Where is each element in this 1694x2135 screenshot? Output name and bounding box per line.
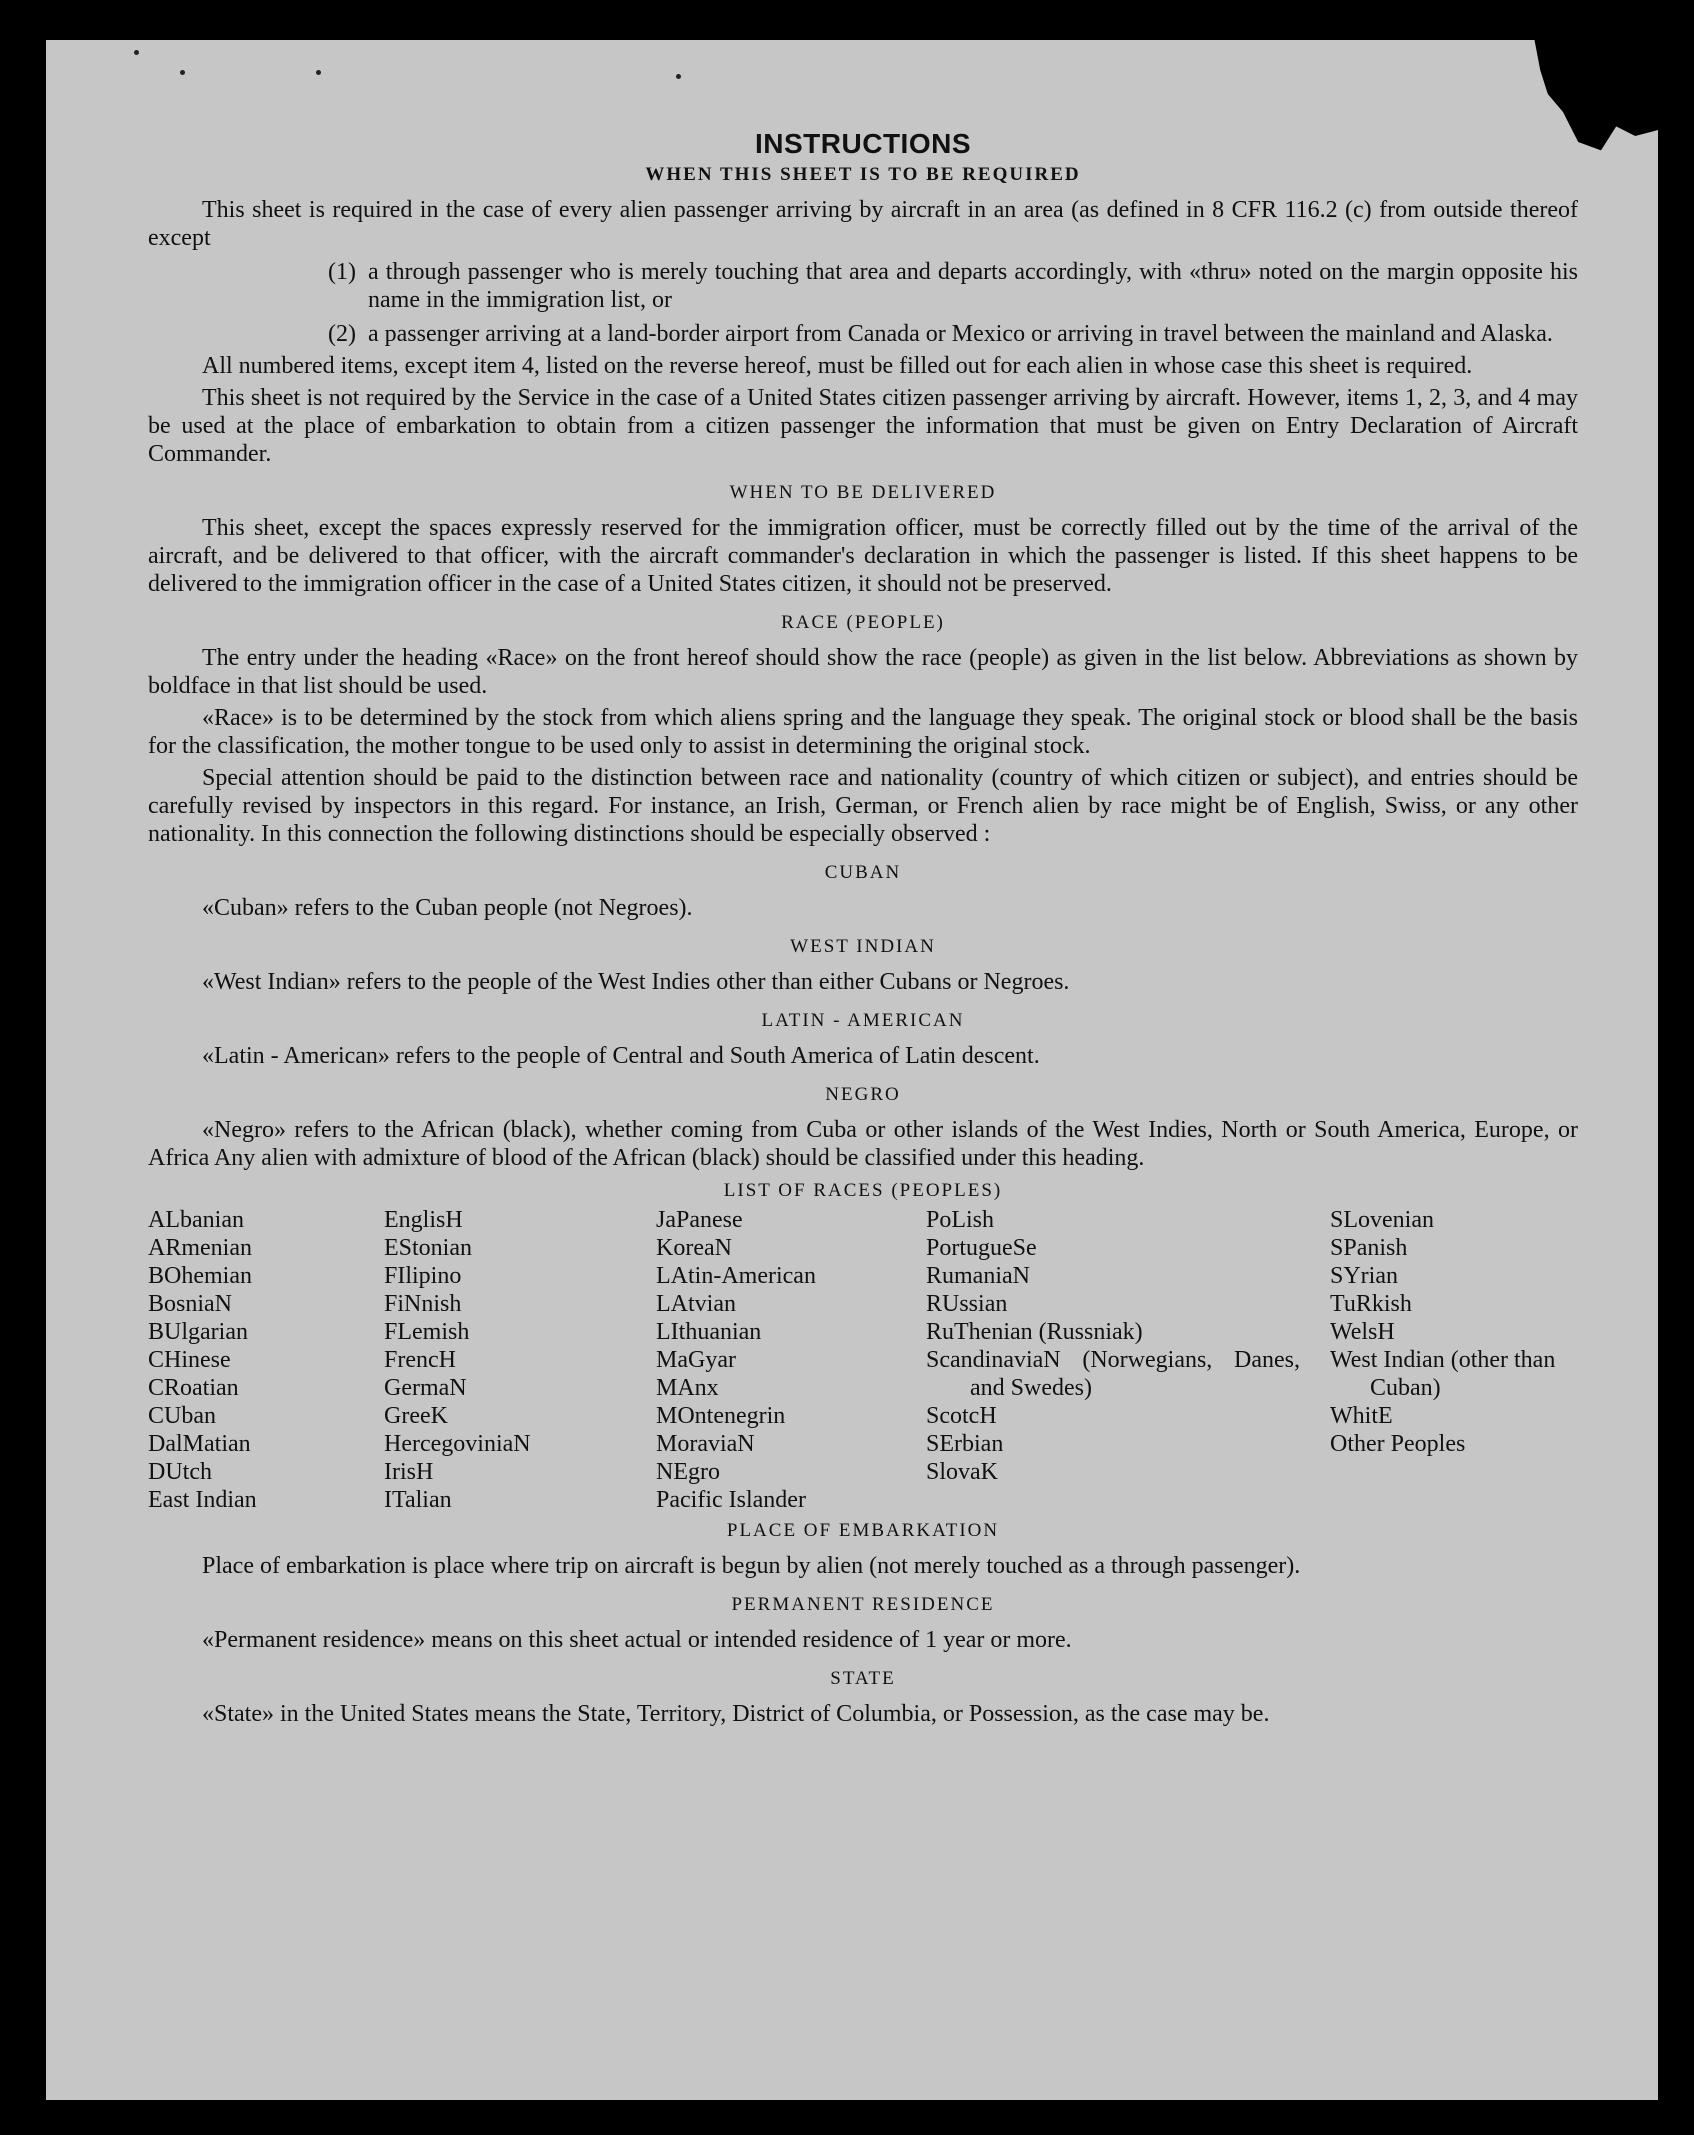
race-entry: SlovaK xyxy=(926,1459,998,1485)
paragraph: This sheet is required in the case of every alien passenger arriving by aircraft in an area (as defined in 8 CFR 116.2 (c) from outside thereof except xyxy=(148,197,1578,251)
race-entry: RumaniaN xyxy=(926,1263,1030,1289)
race-entry: BosniaN xyxy=(148,1291,232,1317)
race-entry: LIthuanian xyxy=(656,1319,762,1345)
race-entry: DUtch xyxy=(148,1459,212,1485)
speck xyxy=(316,70,321,75)
race-entry: GermaN xyxy=(384,1375,467,1401)
race-entry: PoLish xyxy=(926,1207,995,1233)
paragraph: Special attention should be paid to the distinction between race and nationality (country of which citizen or subject), and entries should be carefully revised by inspectors in this regard. For instance, an Irish, German, or French alien by race might be of English, Swiss, or any other nationality. In this connection the following distinctions should be especially observed : xyxy=(148,765,1578,847)
race-entry: RUssian xyxy=(926,1291,1008,1317)
race-entry: ALbanian xyxy=(148,1207,244,1233)
race-entry: SErbian xyxy=(926,1431,1004,1457)
race-entry: LAtin-American xyxy=(656,1263,816,1289)
heading-cuban: CUBAN xyxy=(824,862,902,883)
race-entry: ScotcH xyxy=(926,1403,997,1429)
race-entry: MaGyar xyxy=(656,1347,736,1373)
heading-negro: NEGRO xyxy=(825,1084,901,1105)
race-entry: JaPanese xyxy=(656,1207,743,1233)
exception-item: (2) a passenger arriving at a land-border airport from Canada or Mexico or arriving in travel between the mainland and Alaska. xyxy=(328,321,1553,347)
race-entry: Other Peoples xyxy=(1330,1431,1466,1457)
page-title: INSTRUCTIONS xyxy=(755,128,971,159)
race-column xyxy=(926,1206,1330,1514)
paragraph: This sheet is not required by the Service in the case of a United States citizen passenger arriving by aircraft. However, items 1, 2, 3, and 4 may be used at the place of embarkation to obtain from a citizen passenger the information that must be given on Entry Declaration of Aircraft Commander. xyxy=(148,385,1578,467)
race-entry: MOntenegrin xyxy=(656,1403,786,1429)
exception-item: (1) a through passenger who is merely touching that area and departs accordingly, with «thru» noted on the margin opposite his name in the immigration list, or xyxy=(328,259,1578,313)
race-entry: BUlgarian xyxy=(148,1319,248,1345)
race-entry: East Indian xyxy=(148,1487,257,1513)
race-entry: LAtvian xyxy=(656,1291,736,1317)
race-entry: ScandinaviaN (Norwegians, Danes, and Swedes) xyxy=(926,1347,1300,1401)
race-column xyxy=(384,1206,656,1514)
race-entry: FiNnish xyxy=(384,1291,462,1317)
race-column xyxy=(656,1206,926,1514)
paragraph: Place of embarkation is place where trip on aircraft is begun by alien (not merely touched as a through passenger). xyxy=(202,1553,1301,1579)
race-entry: HercegoviniaN xyxy=(384,1431,531,1457)
race-column xyxy=(1330,1206,1570,1514)
race-entry: ARmenian xyxy=(148,1235,252,1261)
race-entry: NEgro xyxy=(656,1459,720,1485)
speck xyxy=(180,70,185,75)
heading-when-required: WHEN THIS SHEET IS TO BE REQUIRED xyxy=(645,164,1081,185)
race-entry: Pacific Islander xyxy=(656,1487,806,1513)
race-column xyxy=(148,1206,384,1514)
race-entry: SPanish xyxy=(1330,1235,1408,1261)
race-entry: West Indian (other than Cuban) xyxy=(1330,1347,1556,1401)
heading-state: STATE xyxy=(830,1668,896,1689)
race-entry: DalMatian xyxy=(148,1431,251,1457)
race-entry: PortugueSe xyxy=(926,1235,1037,1261)
race-entry: SLovenian xyxy=(1330,1207,1434,1233)
paragraph: «Permanent residence» means on this sheet actual or intended residence of 1 year or more. xyxy=(202,1627,1072,1653)
paragraph: «State» in the United States means the State, Territory, District of Columbia, or Possession, as the case may be. xyxy=(202,1701,1270,1727)
paragraph: «Cuban» refers to the Cuban people (not Negroes). xyxy=(202,895,693,921)
speck xyxy=(134,50,139,55)
race-entry: GreeK xyxy=(384,1403,448,1429)
heading-when-delivered: WHEN TO BE DELIVERED xyxy=(729,482,997,503)
race-entry: MoraviaN xyxy=(656,1431,755,1457)
race-entry: TuRkish xyxy=(1330,1291,1412,1317)
heading-race: RACE (PEOPLE) xyxy=(781,612,945,633)
race-entry: ITalian xyxy=(384,1487,452,1513)
race-entry: FrencH xyxy=(384,1347,456,1373)
race-entry: CHinese xyxy=(148,1347,231,1373)
race-entry: MAnx xyxy=(656,1375,719,1401)
race-entry: EnglisH xyxy=(384,1207,463,1233)
race-entry: WhitE xyxy=(1330,1403,1393,1429)
race-entry: KoreaN xyxy=(656,1235,732,1261)
paragraph: All numbered items, except item 4, listed on the reverse hereof, must be filled out for each alien in whose case this sheet is required. xyxy=(202,353,1473,379)
paragraph: The entry under the heading «Race» on the front hereof should show the race (people) as given in the list below. Abbreviations as shown by boldface in that list should be used. xyxy=(148,645,1578,699)
race-entry: WelsH xyxy=(1330,1319,1395,1345)
speck xyxy=(676,74,681,79)
paragraph: This sheet, except the spaces expressly reserved for the immigration officer, must be correctly filled out by the time of the arrival of the aircraft, and be delivered to that officer, with the aircraft commander's declaration in which the passenger is listed. If this sheet happens to be delivered to the immigration officer in the case of a United States citizen, it should not be preserved. xyxy=(148,515,1578,597)
heading-permanent-residence: PERMANENT RESIDENCE xyxy=(731,1594,995,1615)
race-entry: FIlipino xyxy=(384,1263,462,1289)
heading-west-indian: WEST INDIAN xyxy=(790,936,936,957)
race-entry: RuThenian (Russniak) xyxy=(926,1319,1143,1345)
race-entry: CRoatian xyxy=(148,1375,239,1401)
race-entry: BOhemian xyxy=(148,1263,252,1289)
race-entry: IrisH xyxy=(384,1459,434,1485)
race-entry: CUban xyxy=(148,1403,216,1429)
paragraph: «Latin - American» refers to the people of Central and South America of Latin descent. xyxy=(202,1043,1040,1069)
race-entry: EStonian xyxy=(384,1235,472,1261)
heading-embarkation: PLACE OF EMBARKATION xyxy=(726,1520,1000,1541)
heading-list-of-races: LIST OF RACES (PEOPLES) xyxy=(723,1180,1003,1201)
heading-latin-american: LATIN - AMERICAN xyxy=(761,1010,965,1031)
document-sheet xyxy=(46,40,1658,2100)
paragraph: «Race» is to be determined by the stock from which aliens spring and the language they speak. The original stock or blood shall be the basis for the classification, the mother tongue to be used only to assist in determining the original stock. xyxy=(148,705,1578,759)
paragraph: «Negro» refers to the African (black), whether coming from Cuba or other islands of the West Indies, North or South America, Europe, or Africa Any alien with admixture of blood of the African (black) should be classified under this heading. xyxy=(148,1117,1578,1171)
race-entry: SYrian xyxy=(1330,1263,1398,1289)
race-entry: FLemish xyxy=(384,1319,470,1345)
paragraph: «West Indian» refers to the people of the West Indies other than either Cubans or Negroes. xyxy=(202,969,1070,995)
race-list xyxy=(148,1206,1578,1514)
